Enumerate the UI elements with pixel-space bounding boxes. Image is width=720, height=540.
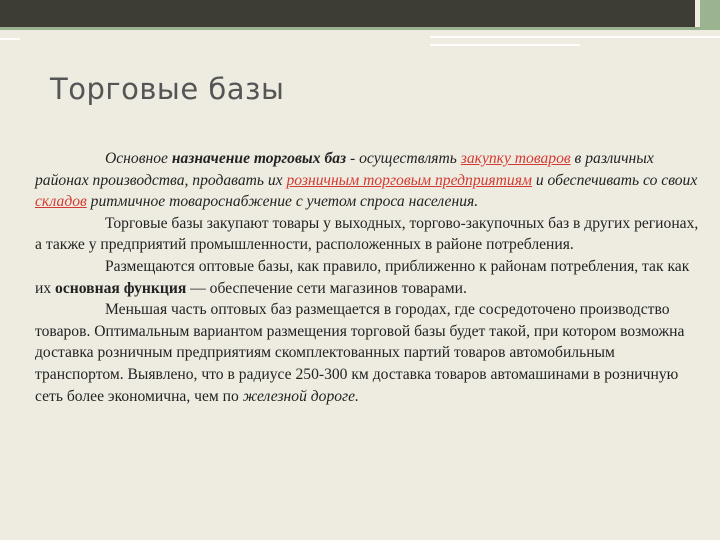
p1-text-a: Основное bbox=[105, 150, 172, 167]
p1-text-c: - осуществлять bbox=[346, 150, 461, 167]
link-roznichnym[interactable]: розничным торговым предприятиям bbox=[286, 171, 532, 189]
paragraph-3 bbox=[35, 256, 703, 299]
p3-text-c: — обеспечение сети магазинов товарами. bbox=[186, 279, 467, 297]
slide-body bbox=[35, 148, 703, 407]
p3-text-a: Размещаются оптовые базы, как правило, приближенно к районам потребления, так как их bbox=[35, 257, 690, 297]
decor-line-short bbox=[430, 44, 580, 46]
accent-line bbox=[0, 27, 720, 30]
top-accent-block bbox=[700, 0, 720, 27]
slide-title: Торговые базы bbox=[50, 72, 285, 106]
paragraph-2: Торговые базы закупают товары у выходных, торгово-закупочных баз в других регионах, а также у предприятий промышленности, расположенных в районе потребления. bbox=[35, 214, 699, 254]
top-decor-bar bbox=[0, 0, 695, 27]
decor-line-left bbox=[0, 38, 20, 40]
p1-bold-term: назначение торговых баз bbox=[171, 150, 347, 167]
paragraph-1 bbox=[35, 148, 703, 213]
p1-text-e: и обеспечивать со своих bbox=[531, 171, 698, 189]
p1-text-f: ритмичное товароснабжение с учетом спроса населения. bbox=[86, 193, 479, 211]
link-skladov[interactable]: складов bbox=[35, 193, 87, 211]
p4-italic-end: железной дороге. bbox=[242, 387, 359, 405]
p1-text-d: в различных районах производства, продавать их bbox=[35, 150, 654, 189]
paragraph-4 bbox=[35, 299, 703, 407]
p3-bold-term: основная функция bbox=[55, 279, 187, 297]
p4-text-a: Меньшая часть оптовых баз размещается в городах, где сосредоточено производство товаров. Оптимальным вариантом размещения торговой базы будет такой, при котором возможна доставка розничным предприятиям скомплектованных партий товаров автомобильным транспортом. Выявлено, что в радиусе 250-300 км доставка товаров автомашинами в розничную сеть более экономична, чем по bbox=[35, 301, 685, 405]
decor-line bbox=[430, 36, 720, 38]
link-zakupka[interactable]: закупку товаров bbox=[460, 150, 571, 167]
